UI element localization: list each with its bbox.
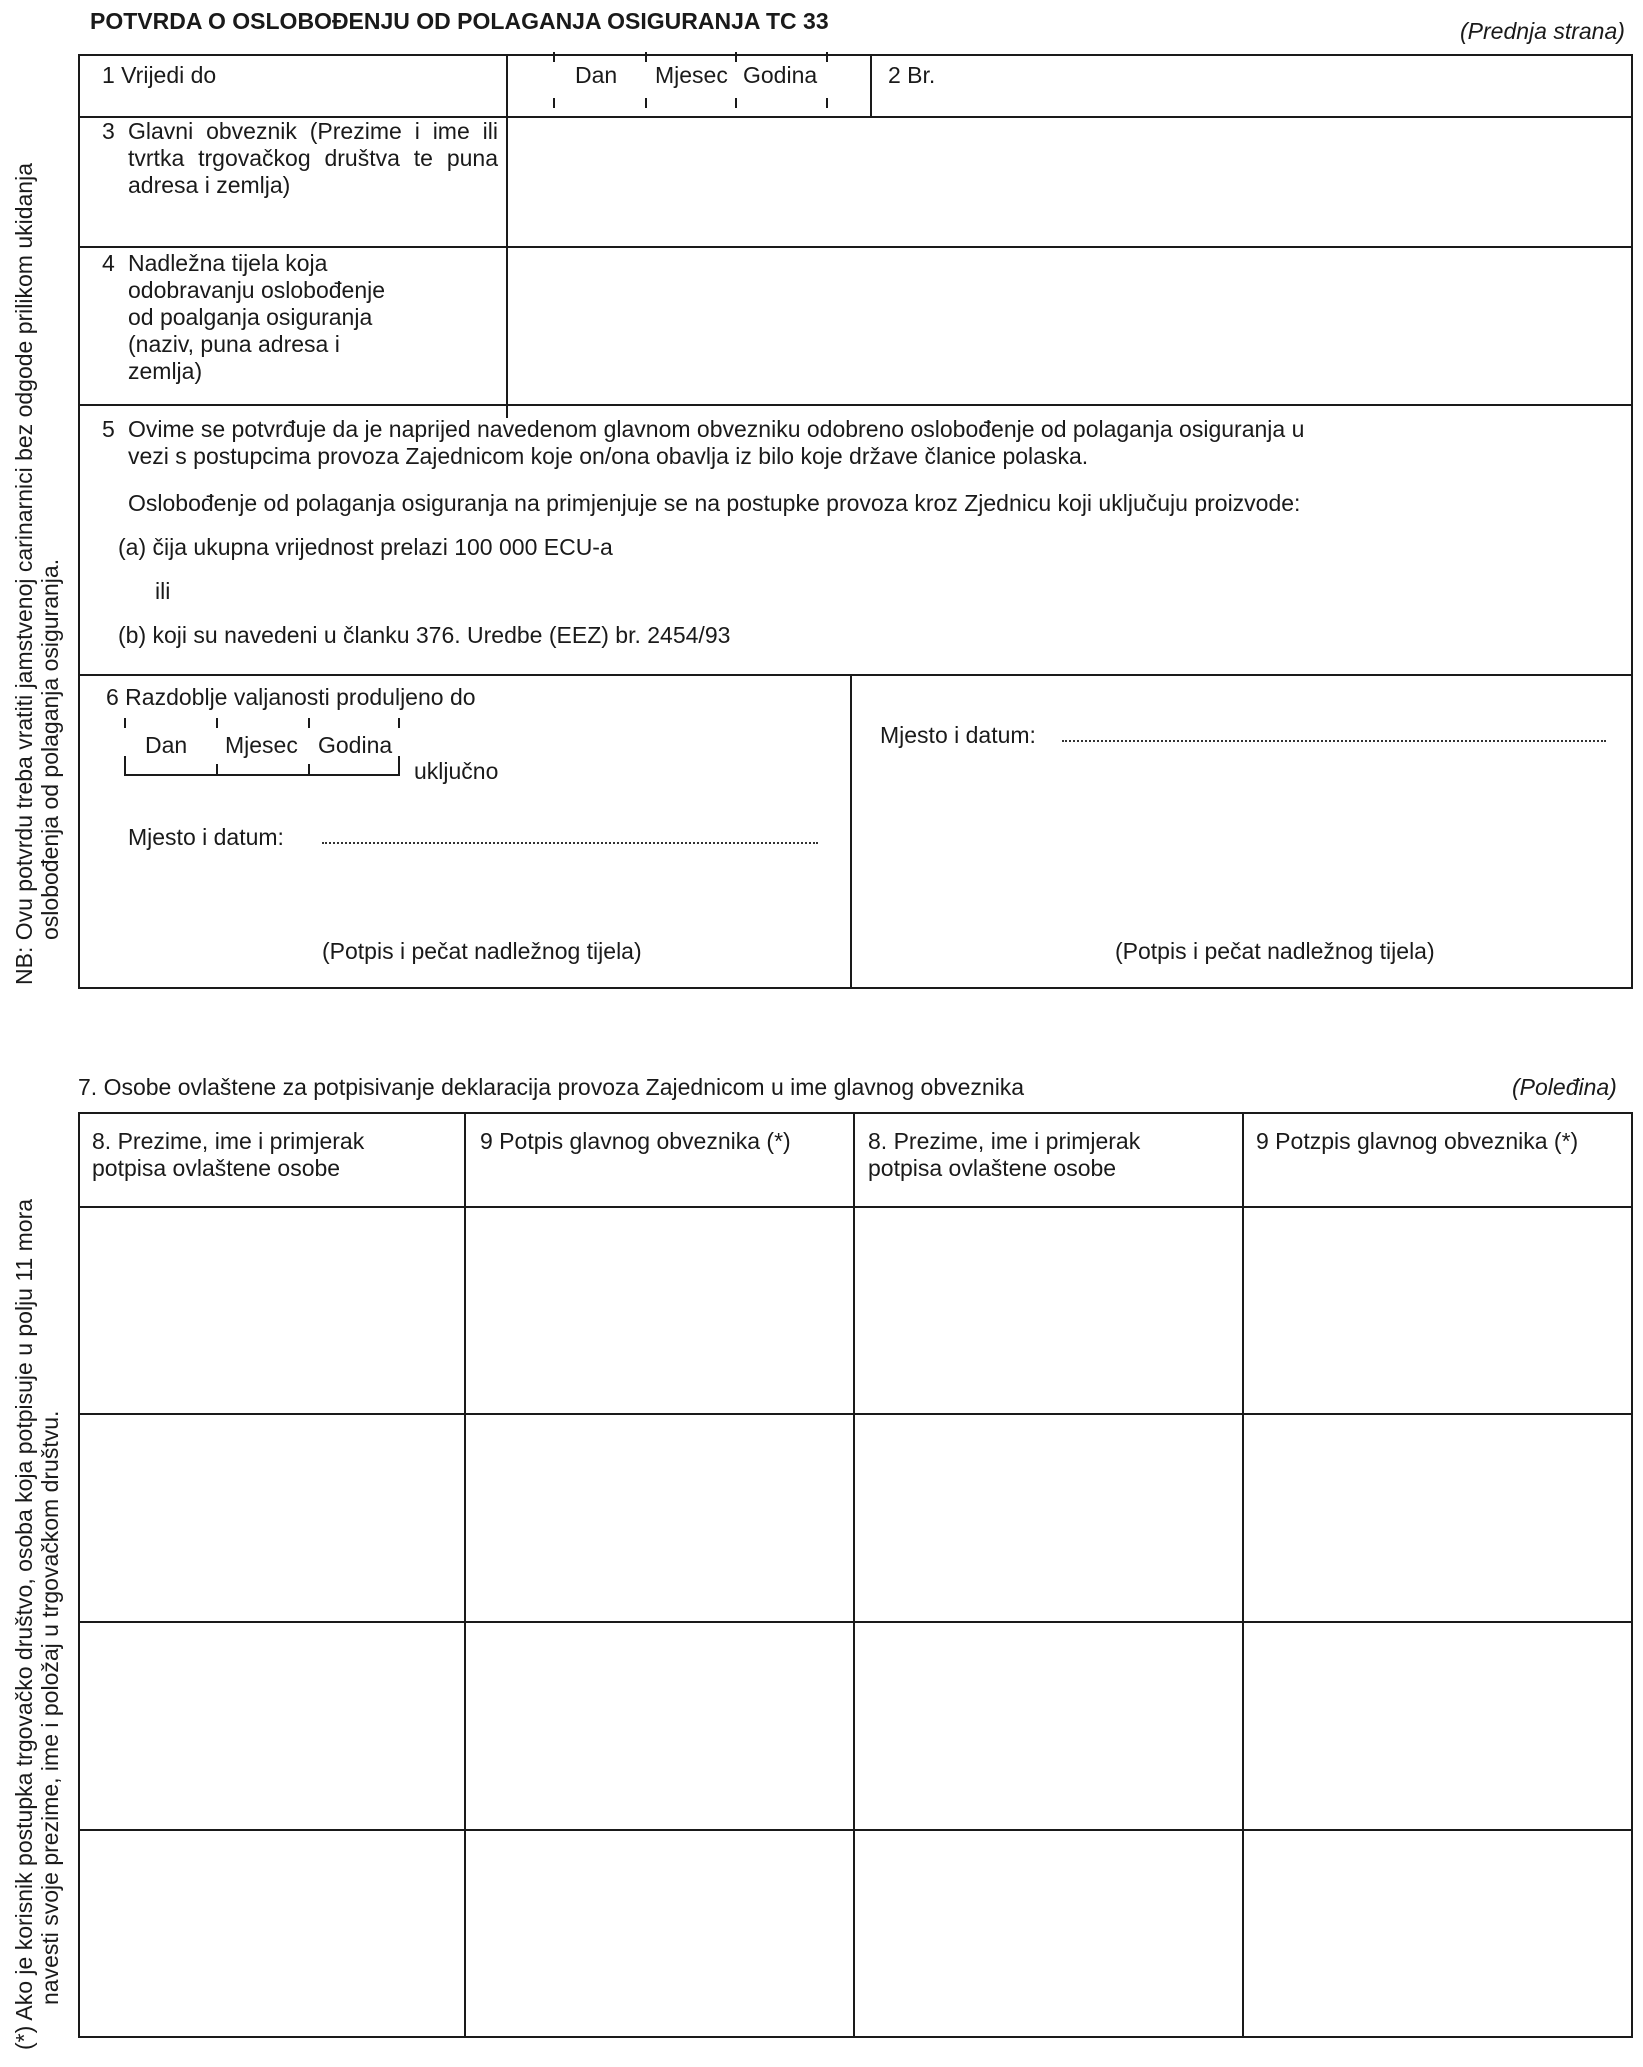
front-page-label: (Prednja strana): [1460, 18, 1625, 44]
place-date-right-label: Mjesto i datum:: [880, 722, 1036, 748]
back-title: 7. Osobe ovlaštene za potpisivanje deklaracija provoza Zajednicom u ime glavnog obveznika: [78, 1074, 1025, 1100]
box5-option-a: (a) čija ukupna vrijednost prelazi 100 000 ECU-a: [118, 534, 613, 560]
box6-label: 6 Razdoblje valjanosti produljeno do: [106, 684, 476, 710]
box5-option-b: (b) koji su navedeni u članku 376. Uredbe (EEZ) br. 2454/93: [118, 622, 731, 648]
box3-text: Glavni obveznik (Prezime i ime ili tvrtka trgovačkog društva te puna adresa i zemlja): [128, 118, 498, 198]
side-note-front-2: oslobođenja od polaganja osiguranja.: [37, 558, 63, 940]
signature-right-label: (Potpis i pečat nadležnog tijela): [1115, 938, 1435, 964]
table-cell[interactable]: [80, 1208, 464, 1413]
box3-num: 3: [102, 118, 115, 144]
signature-left-label: (Potpis i pečat nadležnog tijela): [322, 938, 642, 964]
box6-day: Dan: [145, 732, 188, 758]
side-note-front-1: NB: Ovu potvrdu treba vratiti jamstvenoj carinarnici bez odgode prilikom ukidanja: [11, 162, 37, 985]
box5-or: ili: [155, 578, 171, 604]
box4-num: 4: [102, 250, 115, 276]
place-date-left-label: Mjesto i datum:: [128, 824, 284, 850]
header-principal-signature-1: 9 Potpis glavnog obveznika (*): [480, 1128, 791, 1154]
date-day-label: Dan: [575, 62, 618, 88]
box5-line2: vezi s postupcima provoza Zajednicom koje on/ona obavlja iz bilo koje države članice polaska.: [128, 443, 1089, 469]
back-page-label: (Poleđina): [1512, 1074, 1617, 1100]
box6-year: Godina: [318, 732, 393, 758]
box5-num: 5: [102, 416, 115, 442]
box1-label: 1 Vrijedi do: [102, 62, 217, 88]
side-note-back-2: navesti svoje prezime, ime i položaj u trgovačkom društvu.: [37, 1410, 63, 2005]
box2-label: 2 Br.: [888, 62, 936, 88]
box6-inclusive: uključno: [414, 758, 499, 784]
table-cell[interactable]: [466, 1208, 853, 1413]
side-note-back-1: (*) Ako je korisnik postupka trgovačko društvo, osoba koja potpisuje u polju 11 mora: [11, 1198, 37, 2050]
table-cell[interactable]: [855, 1208, 1242, 1413]
header-name-specimen-1: 8. Prezime, ime i primjerak potpisa ovlaštene osobe: [92, 1128, 365, 1181]
form-title: POTVRDA O OSLOBOĐENJU OD POLAGANJA OSIGURANJA TC 33: [90, 8, 829, 34]
table-cell[interactable]: [1244, 1208, 1631, 1413]
box5-line3: Oslobođenje od polaganja osiguranja na primjenjuje se na postupke provoza kroz Zjednicu koji uključuju proizvode:: [128, 490, 1301, 516]
box6-month: Mjesec: [225, 732, 298, 758]
date-year-label: Godina: [743, 62, 818, 88]
box4-text: Nadležna tijela koja odobravanju oslobođenje od poalganja osiguranja (naziv, puna adresa i zemlja): [128, 250, 386, 384]
place-date-left-line[interactable]: [322, 842, 818, 844]
header-name-specimen-2: 8. Prezime, ime i primjerak potpisa ovlaštene osobe: [868, 1128, 1141, 1181]
place-date-right-line[interactable]: [1062, 740, 1606, 742]
date-month-label: Mjesec: [655, 62, 728, 88]
header-principal-signature-2: 9 Potzpis glavnog obveznika (*): [1256, 1128, 1579, 1154]
box5-line1: Ovime se potvrđuje da je naprijed navedenom glavnom obvezniku odobreno oslobođenje od polaganja osiguranja u: [128, 416, 1305, 442]
